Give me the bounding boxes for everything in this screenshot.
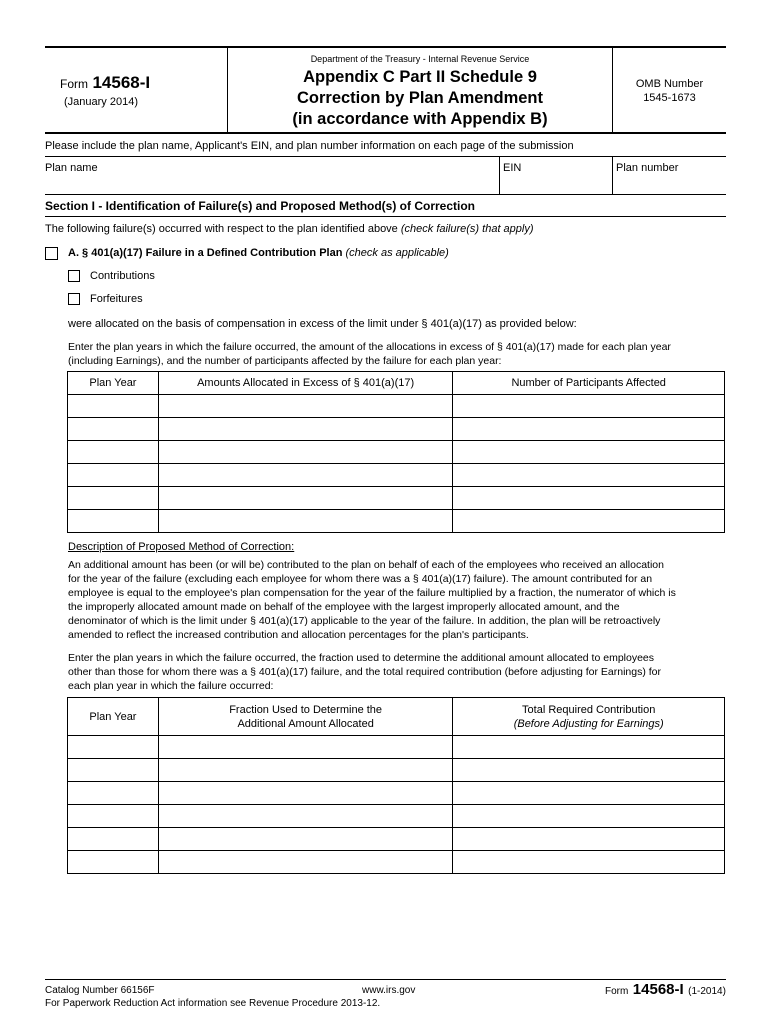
table-cell — [453, 395, 725, 418]
plan-year-header: Plan Year — [68, 372, 159, 395]
table-cell — [158, 828, 453, 851]
form-id — [60, 73, 150, 93]
table-cell-input[interactable] — [453, 787, 724, 799]
footer-form-id — [605, 981, 726, 999]
footer-rule — [45, 979, 726, 980]
table-cell — [158, 441, 453, 464]
total-contribution-header-line-2: (Before Adjusting for Earnings) — [513, 717, 664, 730]
table-cell-input[interactable] — [68, 469, 158, 481]
table-cell — [453, 510, 725, 533]
table-cell-input[interactable] — [68, 833, 158, 845]
table-cell — [158, 418, 453, 441]
header-top-rule — [45, 46, 726, 48]
total-contribution-header-line-1: Total Required Contribution — [522, 703, 656, 716]
table-cell-input[interactable] — [159, 400, 453, 412]
table-cell-input[interactable] — [159, 856, 453, 868]
table-cell-input[interactable] — [159, 741, 453, 753]
participants-affected-header: Number of Participants Affected — [453, 372, 725, 395]
table-cell-input[interactable] — [159, 787, 453, 799]
table-header-row — [68, 698, 725, 736]
table-cell — [453, 441, 725, 464]
plan-info-divider-1 — [499, 157, 500, 195]
table-row — [68, 464, 725, 487]
footer-form-number: 14568-I — [632, 981, 684, 998]
enter-text-2 — [68, 651, 733, 693]
irs-website[interactable]: www.irs.gov — [362, 985, 416, 996]
description-paragraph — [68, 558, 733, 642]
intro-italic: (check failure(s) that apply) — [400, 223, 534, 235]
table-cell — [453, 736, 725, 759]
fraction-header — [158, 698, 453, 736]
enter-text-line-1: Enter the plan years in which the failure occurred, the amount of the allocations in excess of § 401(a)(17) made for each plan year — [68, 341, 671, 353]
table-cell-input[interactable] — [453, 446, 724, 458]
table-cell-input[interactable] — [68, 492, 158, 504]
failure-a-italic: (check as applicable) — [345, 247, 449, 259]
table-cell-input[interactable] — [68, 856, 158, 868]
table-cell — [453, 851, 725, 874]
table-cell — [453, 782, 725, 805]
table-cell — [68, 851, 159, 874]
table-cell — [158, 510, 453, 533]
failure-a-title: A. § 401(a)(17) Failure in a Defined Contribution Plan — [68, 247, 346, 259]
table-cell — [68, 395, 159, 418]
omb-number: 1545-1673 — [643, 92, 696, 104]
table-cell — [68, 782, 159, 805]
table-cell — [158, 851, 453, 874]
table-cell — [68, 464, 159, 487]
table-cell — [68, 759, 159, 782]
table-cell-input[interactable] — [159, 833, 453, 845]
enter2-line: other than those for whom there was a § 401(a)(17) failure, and the total required contribution (before adjusting for Earnings) for — [68, 666, 661, 678]
title-line-2: Correction by Plan Amendment — [296, 89, 543, 107]
table-cell-input[interactable] — [68, 810, 158, 822]
required-contribution-table — [67, 697, 725, 874]
plan-info-divider-2 — [612, 157, 613, 195]
table-row — [68, 782, 725, 805]
table-cell — [453, 805, 725, 828]
table-cell — [453, 759, 725, 782]
table-cell — [68, 828, 159, 851]
description-line: for the year of the failure (excluding each employee for whom there was a § 401(a)(17) failure). The amount contributed for an — [68, 573, 653, 585]
plan-number-field[interactable] — [614, 176, 724, 194]
section-1-intro — [45, 223, 534, 235]
table-cell — [158, 487, 453, 510]
table-cell-input[interactable] — [68, 423, 158, 435]
paperwork-notice: For Paperwork Reduction Act information see Revenue Procedure 2013-12. — [45, 998, 381, 1009]
footer-form-prefix: Form — [605, 986, 629, 997]
plan-info-bottom-rule — [45, 194, 726, 195]
table-row — [68, 851, 725, 874]
ein-field[interactable] — [501, 176, 609, 194]
table-cell-input[interactable] — [159, 423, 453, 435]
table-cell — [158, 782, 453, 805]
agency-line: Department of the Treasury - Internal Revenue Service — [310, 54, 530, 64]
table-cell-input[interactable] — [453, 856, 724, 868]
table-cell-input[interactable] — [159, 515, 453, 527]
description-line: An additional amount has been (or will be) contributed to the plan on behalf of each of the employees who received an allocation — [68, 559, 664, 571]
table-row — [68, 828, 725, 851]
table-row — [68, 510, 725, 533]
total-contribution-header — [453, 698, 725, 736]
forfeitures-checkbox[interactable] — [68, 293, 80, 305]
footer-form-rev: (1-2014) — [688, 986, 726, 997]
table-row — [68, 759, 725, 782]
table-cell — [158, 464, 453, 487]
table-cell — [158, 395, 453, 418]
contributions-label: Contributions — [90, 270, 155, 282]
plan-number-label: Plan number — [616, 162, 679, 174]
title-line-1: Appendix C Part II Schedule 9 — [303, 68, 537, 86]
enter2-line: Enter the plan years in which the failure occurred, the fraction used to determine the additional amount allocated to employees — [68, 652, 655, 664]
table-cell-input[interactable] — [68, 400, 158, 412]
table-cell — [158, 736, 453, 759]
table-cell-input[interactable] — [68, 515, 158, 527]
section-1-title: Section I - Identification of Failure(s) and Proposed Method(s) of Correction — [45, 199, 476, 213]
table-cell-input[interactable] — [453, 469, 724, 481]
section-1-rule — [45, 216, 726, 217]
table-cell-input[interactable] — [453, 741, 724, 753]
plan-name-field[interactable] — [45, 176, 497, 194]
table-cell-input[interactable] — [159, 810, 453, 822]
table-cell — [68, 736, 159, 759]
table-cell-input[interactable] — [453, 423, 724, 435]
failure-a-checkbox[interactable] — [45, 247, 58, 260]
table-cell-input[interactable] — [68, 741, 158, 753]
table-cell — [158, 759, 453, 782]
form-prefix: Form — [60, 77, 88, 91]
catalog-number: Catalog Number 66156F — [45, 985, 155, 996]
description-line: amended to reflect the increased contribution and allocation percentages for the plan's participants. — [68, 629, 529, 641]
failure-a-label — [68, 247, 449, 259]
table-cell-input[interactable] — [159, 764, 453, 776]
description-line: the improperly allocated amount made on behalf of the employee with the largest improperly allocated amount, and the — [68, 601, 620, 613]
table-cell-input[interactable] — [453, 810, 724, 822]
table-row — [68, 736, 725, 759]
forfeitures-label: Forfeitures — [90, 293, 143, 305]
instructions-text: Please include the plan name, Applicant's EIN, and plan number information on each page of the submission — [45, 140, 574, 152]
form-date: (January 2014) — [64, 96, 138, 108]
table-cell-input[interactable] — [453, 764, 724, 776]
form-title — [228, 67, 612, 130]
table-cell — [453, 828, 725, 851]
table-row — [68, 805, 725, 828]
table-cell — [68, 510, 159, 533]
fraction-header-line-1: Fraction Used to Determine the — [229, 703, 383, 716]
fraction-header-line-2: Additional Amount Allocated — [237, 717, 374, 730]
amounts-allocated-header: Amounts Allocated in Excess of § 401(a)(17) — [158, 372, 453, 395]
description-line: employee is equal to the employee's plan compensation for the year of the failure multiplied by a fraction, the numerator of which is — [68, 587, 676, 599]
table-cell-input[interactable] — [68, 446, 158, 458]
table-header-row — [68, 372, 725, 395]
description-heading: Description of Proposed Method of Correction: — [68, 541, 295, 553]
table-cell — [68, 805, 159, 828]
table-cell-input[interactable] — [453, 400, 724, 412]
plan-info-top-rule — [45, 156, 726, 157]
table-cell — [158, 805, 453, 828]
excess-allocation-table — [67, 371, 725, 533]
table-row — [68, 418, 725, 441]
allocated-text: were allocated on the basis of compensation in excess of the limit under § 401(a)(17) as provided below: — [68, 318, 577, 330]
contributions-checkbox[interactable] — [68, 270, 80, 282]
table-cell-input[interactable] — [68, 787, 158, 799]
intro-text: The following failure(s) occurred with respect to the plan identified above — [45, 223, 401, 235]
table-cell — [453, 464, 725, 487]
omb-label: OMB Number — [635, 78, 704, 90]
table-row — [68, 395, 725, 418]
enter-text-1 — [68, 340, 728, 368]
table-row — [68, 441, 725, 464]
table-cell-input[interactable] — [159, 492, 453, 504]
enter-text-line-2: (including Earnings), and the number of participants affected by the failure for each plan year: — [68, 355, 502, 367]
table-cell — [453, 487, 725, 510]
table-cell-input[interactable] — [453, 833, 724, 845]
table-cell — [453, 418, 725, 441]
table-cell — [68, 441, 159, 464]
table-cell-input[interactable] — [159, 469, 453, 481]
table-cell — [68, 487, 159, 510]
omb-block — [613, 77, 726, 105]
table-cell-input[interactable] — [159, 446, 453, 458]
enter2-line: each plan year in which the failure occurred: — [68, 680, 274, 692]
header-bottom-rule — [45, 132, 726, 134]
title-line-3: (in accordance with Appendix B) — [292, 110, 548, 128]
table-cell-input[interactable] — [453, 515, 724, 527]
table-cell-input[interactable] — [453, 492, 724, 504]
description-line: denominator of which is the limit under § 401(a)(17) applicable to the year of the failure. In addition, the plan will be retroactively — [68, 615, 661, 627]
table-cell-input[interactable] — [68, 764, 158, 776]
ein-label: EIN — [503, 162, 522, 174]
plan-name-label: Plan name — [45, 162, 98, 174]
table-row — [68, 487, 725, 510]
plan-year-header: Plan Year — [68, 698, 159, 736]
table-cell — [68, 418, 159, 441]
form-number: 14568-I — [92, 73, 151, 92]
